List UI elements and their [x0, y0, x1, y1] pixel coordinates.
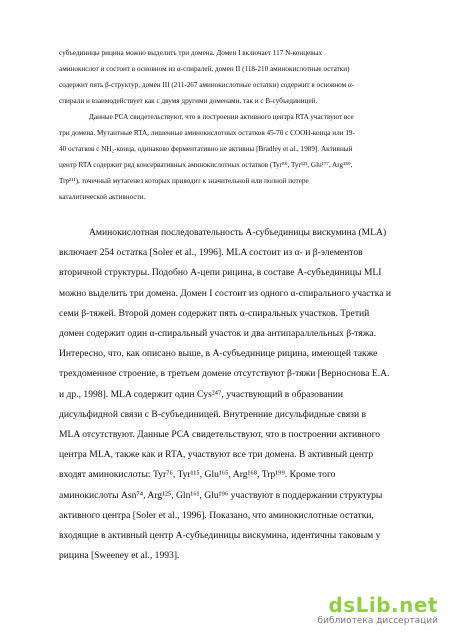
text-line: вторичной структуры. Подобно A-цепи рицина, в составе A-субъединицы MLI — [59, 267, 382, 279]
small-paragraph-1 — [59, 45, 394, 109]
text-line: MLA отсутствуют. Данные РСА свидетельствуют, что в построении активного — [59, 429, 381, 441]
text-line: активного центра [Soler et al., 1996]. Показано, что аминокислотные остатки, — [59, 509, 374, 521]
text-line: Аминокислотная последовательность A-субъединицы вискумина (MLA) — [89, 227, 387, 238]
watermark — [318, 595, 438, 627]
text-line: 40 остатков с NH₂-конца, одинаково ферментативно не активны [Bradley et al., 1989]. Активный — [59, 145, 353, 153]
text-line: входящие в активный центр A-субъединицы вискумина, идентичны таковым у — [59, 530, 381, 542]
small-text-block — [59, 45, 394, 205]
text-line: Интересно, что, как описано выше, в A-субъединице рицина, имеющей также — [59, 348, 378, 360]
text-line: центр RTA содержит ряд консервативных аминокислотных остатков (Tyr⁸⁰, Tyr¹²³, Glu¹⁷⁷, Arg¹⁸⁰, — [59, 161, 353, 169]
text-line: содержит пять β-структур, домен III (211-267 аминокислотные остатки) содержит в основном α- — [59, 81, 355, 89]
text-line: центра MLA, также как и RTA, участвуют все три домена. В активный центр — [59, 449, 374, 461]
text-line: входят аминокислоты: Tyr⁷⁶, Tyr¹¹⁵, Glu¹⁶⁵, Arg¹⁶⁸, Trp¹⁹⁹. Кроме того — [59, 469, 336, 481]
text-line: аминокислоты Asn⁷⁴, Arg¹²⁵, Gln¹⁶¹, Glu¹⁹⁶ участвуют в поддержании структуры — [59, 489, 383, 501]
text-line: субъединицы рицина можно выделить три домена. Домен I включает 117 N-концевых — [59, 49, 323, 57]
text-line: Trp²¹¹), точечный мутагенез которых приводит к значительной или полной потере — [59, 177, 309, 185]
text-line: каталитической активности. — [59, 193, 146, 201]
text-line: Данные РСА свидетельствуют, что в построении активного центра RTA участвуют все — [89, 113, 354, 121]
text-line: семи β-тяжей. Второй домен содержит пять α-спиральных участков. Третий — [59, 307, 370, 319]
text-line: домен содержит один α-спиральный участок и два антипараллельных β-тяжа. — [59, 328, 377, 340]
text-line: три домена. Мутантные RTA, лишенные аминокислотных остатков 45-70 с COOH-конца или 19- — [59, 129, 355, 137]
text-line: можно выделить три домена. Домен I состоит из одного α-спирального участка и — [59, 287, 392, 299]
text-line: дисульфидной связи с B-субъединицей. Внутренние дисульфидные связи в — [59, 408, 367, 420]
main-paragraph — [59, 223, 392, 566]
text-line: трехдоменное строение, в третьем домене отсутствуют β-тяжи [Верноснова Е.А. — [59, 368, 390, 380]
text-line: включает 254 остатка [Soler et al., 1996]. MLA состоит из α- и β-элементов — [59, 247, 363, 259]
small-paragraph-2 — [59, 109, 394, 205]
text-line: рицина [Sweeney et al., 1993]. — [59, 550, 180, 562]
text-line: и др., 1998]. MLA содержит один Cys²⁴⁷, участвующий в образовании — [59, 388, 344, 400]
watermark-subtitle: библиотека диссертаций — [317, 616, 438, 626]
text-line: спирали и взаимодействует как с двумя другими доменами, так и с B-субъединицей. — [59, 97, 318, 105]
watermark-logo: dsLib.net — [328, 593, 438, 617]
text-line: аминокислот и состоит в основном из α-спиралей, домен II (118-210 аминокислотные остатки) — [59, 65, 350, 73]
